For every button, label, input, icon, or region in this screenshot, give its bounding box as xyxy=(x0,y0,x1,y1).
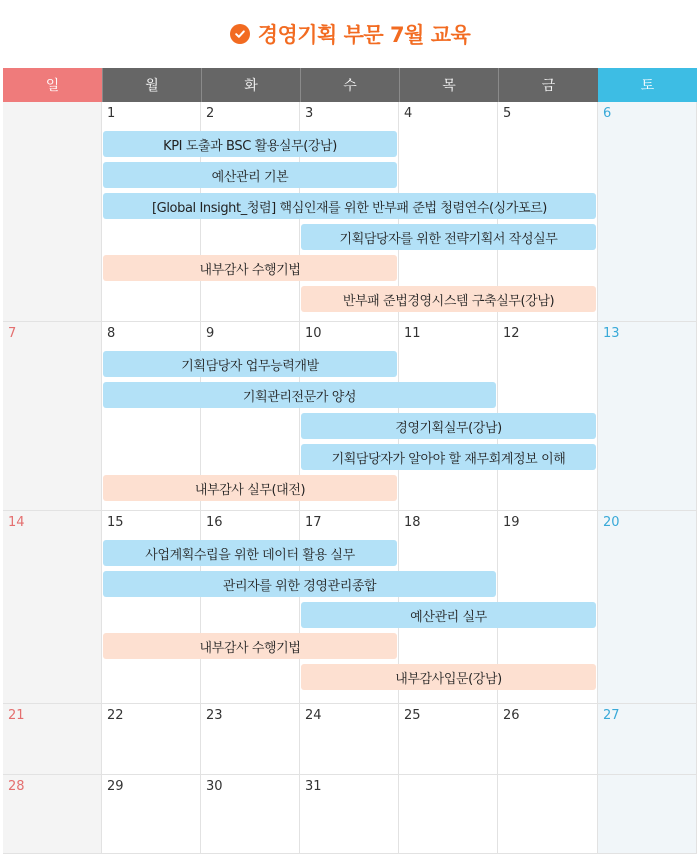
day-cell[interactable] xyxy=(3,775,102,854)
calendar-event[interactable]: 예산관리 실무 xyxy=(301,602,596,628)
day-number: 22 xyxy=(107,708,124,723)
day-number: 25 xyxy=(404,708,421,723)
day-number: 14 xyxy=(8,515,25,530)
day-number: 16 xyxy=(206,515,223,530)
day-number: 5 xyxy=(503,106,512,121)
day-cell[interactable] xyxy=(300,704,399,775)
calendar-event[interactable]: 내부감사 실무(대전) xyxy=(103,475,397,501)
calendar-event[interactable]: 내부감사입문(강남) xyxy=(301,664,596,690)
day-number: 4 xyxy=(404,106,413,121)
day-number: 12 xyxy=(503,326,520,341)
page-title: 경영기획 부문 7월 교육 xyxy=(257,23,471,47)
day-number: 11 xyxy=(404,326,421,341)
day-cell[interactable] xyxy=(598,704,697,775)
day-cell[interactable] xyxy=(598,102,697,322)
day-number: 6 xyxy=(603,106,612,121)
calendar-event[interactable]: 내부감사 수행기법 xyxy=(103,255,397,281)
day-number: 15 xyxy=(107,515,124,530)
weekday-header: 수 xyxy=(300,68,399,102)
day-number: 19 xyxy=(503,515,520,530)
weekday-header: 월 xyxy=(102,68,201,102)
day-number: 13 xyxy=(603,326,620,341)
weekday-header: 금 xyxy=(498,68,598,102)
calendar-event[interactable]: 반부패 준법경영시스템 구축실무(강남) xyxy=(301,286,596,312)
calendar-event[interactable]: 기획담당자를 위한 전략기획서 작성실무 xyxy=(301,224,596,250)
day-number: 18 xyxy=(404,515,421,530)
day-number: 21 xyxy=(8,708,25,723)
day-number: 27 xyxy=(603,708,620,723)
calendar-event[interactable]: KPI 도출과 BSC 활용실무(강남) xyxy=(103,131,397,157)
day-number: 2 xyxy=(206,106,215,121)
calendar-event[interactable]: 경영기획실무(강남) xyxy=(301,413,596,439)
day-cell[interactable] xyxy=(598,322,697,511)
day-number: 8 xyxy=(107,326,116,341)
day-cell[interactable] xyxy=(3,704,102,775)
day-cell[interactable] xyxy=(3,511,102,704)
day-number: 20 xyxy=(603,515,620,530)
day-number: 23 xyxy=(206,708,223,723)
day-cell[interactable] xyxy=(498,704,598,775)
day-number: 9 xyxy=(206,326,215,341)
day-number: 7 xyxy=(8,326,17,341)
day-number: 10 xyxy=(305,326,322,341)
calendar-event[interactable]: 예산관리 기본 xyxy=(103,162,397,188)
day-number: 17 xyxy=(305,515,322,530)
day-number: 30 xyxy=(206,779,223,794)
day-cell[interactable] xyxy=(399,704,498,775)
calendar-event[interactable]: 기획담당자 업무능력개발 xyxy=(103,351,397,377)
day-number: 31 xyxy=(305,779,322,794)
day-cell[interactable] xyxy=(201,704,300,775)
day-number: 28 xyxy=(8,779,25,794)
day-cell[interactable] xyxy=(201,775,300,854)
weekday-header: 토 xyxy=(598,68,697,102)
day-cell xyxy=(498,775,598,854)
day-number: 3 xyxy=(305,106,314,121)
day-cell[interactable] xyxy=(598,511,697,704)
calendar-event[interactable]: 관리자를 위한 경영관리종합 xyxy=(103,571,496,597)
day-number: 29 xyxy=(107,779,124,794)
calendar-event[interactable]: [Global Insight_청렴] 핵심인재를 위한 반부패 준법 청렴연수(싱가포르) xyxy=(103,193,596,219)
day-cell[interactable] xyxy=(3,322,102,511)
day-cell[interactable] xyxy=(102,775,201,854)
weekday-header: 일 xyxy=(3,68,102,102)
page-header xyxy=(0,0,700,68)
weekday-header: 화 xyxy=(201,68,300,102)
day-number: 24 xyxy=(305,708,322,723)
check-circle-icon xyxy=(230,24,250,44)
day-number: 26 xyxy=(503,708,520,723)
day-number: 1 xyxy=(107,106,116,121)
calendar-event[interactable]: 내부감사 수행기법 xyxy=(103,633,397,659)
calendar-grid xyxy=(3,68,697,854)
weekday-header: 목 xyxy=(399,68,498,102)
calendar-event[interactable]: 기획관리전문가 양성 xyxy=(103,382,496,408)
calendar-event[interactable]: 사업계획수립을 위한 데이터 활용 실무 xyxy=(103,540,397,566)
day-cell xyxy=(3,102,102,322)
day-cell[interactable] xyxy=(300,775,399,854)
day-cell[interactable] xyxy=(102,704,201,775)
day-cell xyxy=(598,775,697,854)
calendar-event[interactable]: 기획담당자가 알아야 할 재무회계정보 이해 xyxy=(301,444,596,470)
day-cell xyxy=(399,775,498,854)
